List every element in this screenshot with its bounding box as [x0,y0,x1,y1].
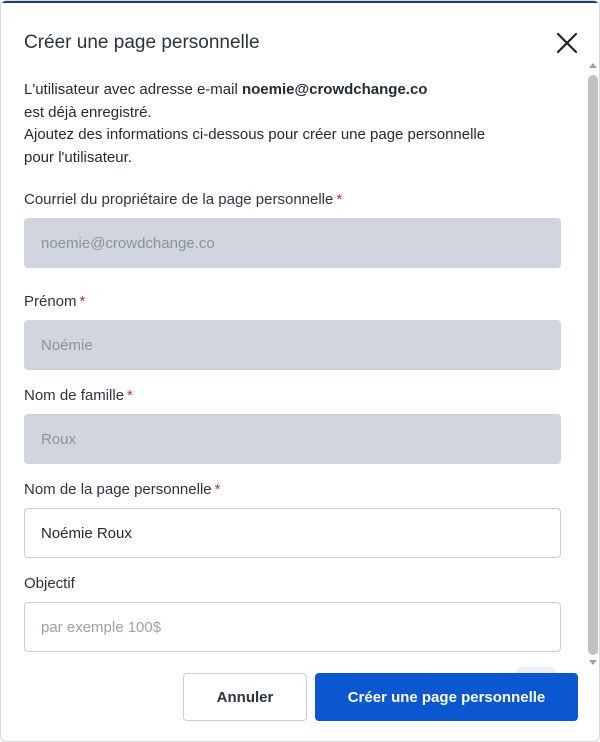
intro-email: noemie@crowdchange.co [241,81,428,98]
scrollbar[interactable] [586,63,600,671]
dialog-title: Créer une page personnelle [24,32,260,53]
intro-prefix: L'utilisateur avec adresse e-mail [24,81,242,98]
goal-input-wrap [24,602,561,652]
goal-label-text: Objectif [24,575,75,592]
create-page-button[interactable]: Créer une page personnelle [315,673,578,721]
required-marker: * [336,191,343,208]
owner-email-label [24,191,342,208]
owner-email-value: noemie@crowdchange.co [41,234,215,252]
page-name-label-text: Nom de la page personnelle [24,481,212,498]
first-name-field [24,320,561,370]
page-name-input[interactable] [41,525,544,542]
page-name-input-wrap [24,508,561,558]
top-rule [1,1,600,3]
scroll-down-icon[interactable] [589,660,597,665]
intro-line-4: pour l'utilisateur. [24,148,132,166]
goal-label [24,575,75,592]
intro-line-3: Ajoutez des informations ci-dessous pour créer une page personnelle [24,126,486,143]
required-marker: * [79,293,86,310]
last-name-field [24,414,561,464]
scroll-up-icon[interactable] [589,63,597,68]
owner-email-label-text: Courriel du propriétaire de la page personnelle [24,191,334,208]
goal-input[interactable] [41,619,544,636]
first-name-label-text: Prénom [24,293,77,310]
last-name-label [24,387,133,404]
required-marker: * [127,387,133,404]
scrollbar-thumb[interactable] [588,75,598,655]
intro-line-2: est déjà enregistré. [24,103,152,121]
last-name-label-text: Nom de famille [24,387,125,404]
close-icon[interactable] [553,29,581,57]
first-name-value: Noémie [41,336,93,354]
intro-message [24,79,569,169]
last-name-value: Roux [41,430,77,448]
page-name-label [24,481,220,498]
first-name-label [24,293,85,310]
cancel-button[interactable]: Annuler [183,673,307,721]
owner-email-field [24,218,561,268]
required-marker: * [214,481,221,498]
dialog-body [1,71,585,667]
